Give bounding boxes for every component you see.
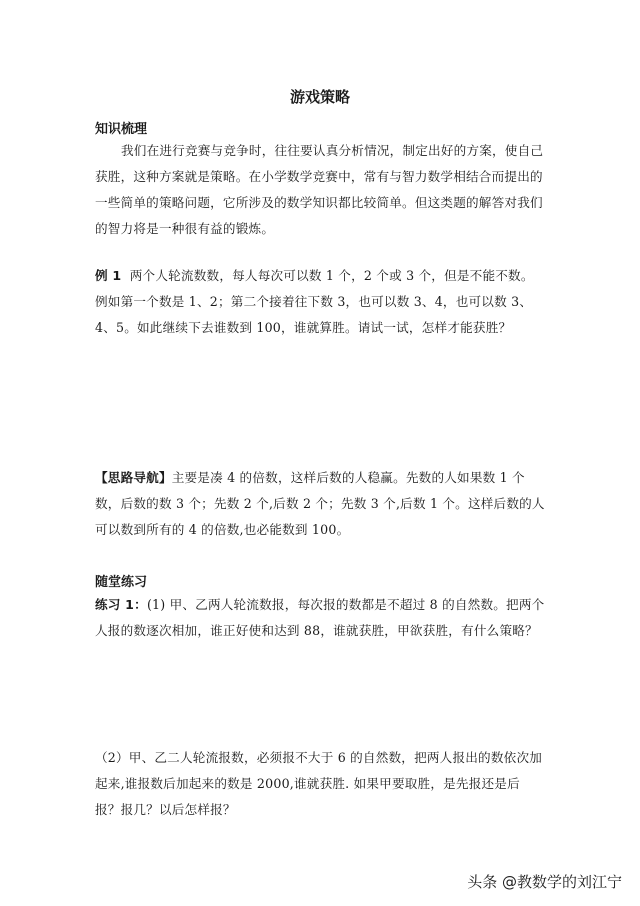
hint-label: 【思路导航】 [95,470,172,485]
section-heading-knowledge: 知识梳理 [95,122,148,137]
hint-paragraph [95,465,545,543]
watermark: 头条 @教数学的刘江宁 [463,869,626,894]
example-1-paragraph [95,263,545,341]
example-1-label: 例 1 [95,268,122,283]
section-heading-practice: 随堂练习 [95,575,148,590]
practice-2-paragraph: （2）甲、乙二人轮流报数，必须报不大于 6 的自然数，把两人报出的数依次加起来,谁报数后加起来的数是 2000,谁就获胜. 如果甲要取胜，是先报还是后报？报几？以后怎样报？ [95,750,543,817]
knowledge-paragraph: 我们在进行竞赛与竞争时，往往要认真分析情况，制定出好的方案，使自己获胜，这种方案就是策略。在小学数学竞赛中，常有与智力数学相结合而提出的一些简单的策略问题，它所涉及的数学知识都比较简单。但这类题的解答对我们的智力将是一种很有益的锻炼。 [95,143,544,236]
practice-1-paragraph [95,592,545,644]
practice-1-text: (1) 甲、乙两人轮流数报，每次报的数都是不超过 8 的自然数。把两个人报的数逐次相加，谁正好使和达到 88，谁就获胜，甲欲获胜，有什么策略？ [95,597,545,638]
hint-text: 主要是凑 4 的倍数，这样后数的人稳赢。先数的人如果数 1 个数，后数的数 3 个；先数 2 个,后数 2 个；先数 3 个,后数 1 个。这样后数的人可以数到所有的 4 的倍数,也必能数到 100。 [95,470,545,537]
page-title: 游戏策略 [289,88,350,106]
example-1-text: 两个人轮流数数，每人每次可以数 1 个，2 个或 3 个，但是不能不数。例如第一个数是 1、2；第二个接着往下数 3，也可以数 3、4，也可以数 3、4、5。如此继续下去谁数到 100，谁就算胜。请试一试，怎样才能获胜？ [95,268,534,335]
practice-1-label: 练习 1： [95,597,147,612]
